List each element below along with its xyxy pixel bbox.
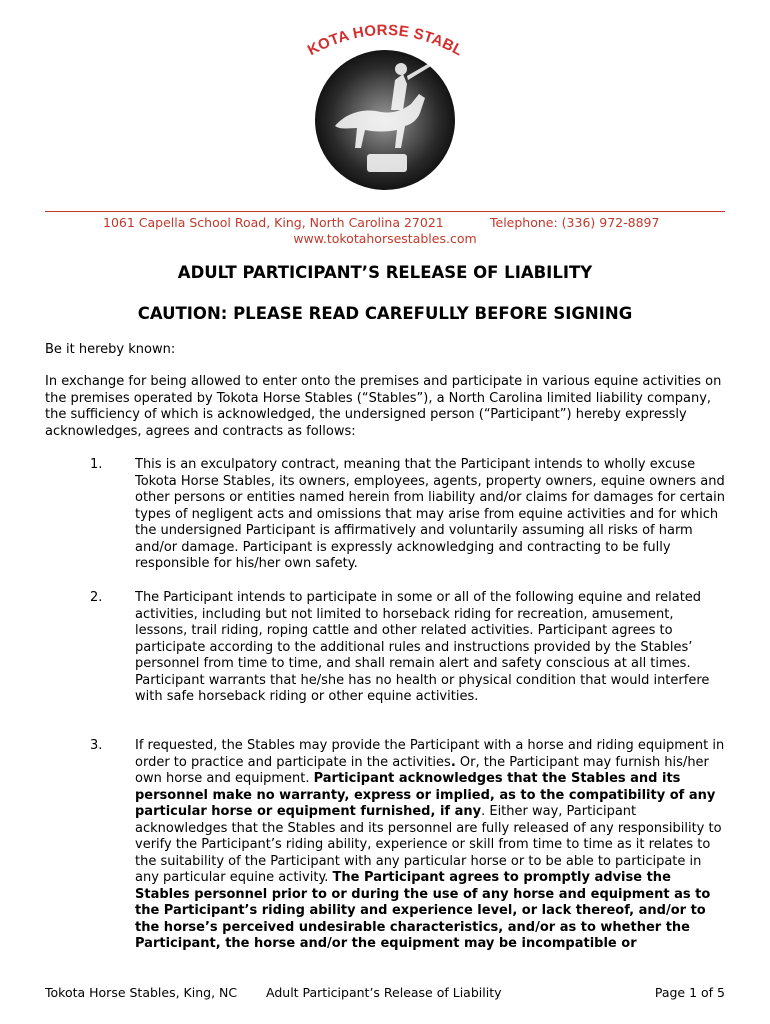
stables-address: 1061 Capella School Road, King, North Carolina 27021 xyxy=(103,215,444,230)
item-text-bold: Participant acknowledges that the Stables and its personnel make no warranty, express or implied, as to the compatibility of any particular horse or equipment furnished, if any xyxy=(135,771,716,819)
stables-website-link[interactable]: www.tokotahorsestables.com xyxy=(293,231,477,246)
item-text-period: . xyxy=(450,754,456,770)
preamble-paragraph: In exchange for being allowed to enter onto the premises and participate in various equine activities on the premises operated by Tokota Horse Stables (“Stables”), a North Carolina limited liability company, the sufficiency of which is acknowledged, the undersigned person (“Participant”) hereby expressly acknowledges, agrees and contracts as follows: xyxy=(45,374,722,439)
item-text: This is an exculpatory contract, meaning that the Participant intends to wholly excuse Tokota Horse Stables, its owners, employees, agents, property owners, equine owners and other persons or entities named herein from liability and/or claims for damages for certain types of negligent acts and omissions that may arise from equine activities and for which the undersigned Participant is affirmatively and voluntarily assuming all risks of harm and/or damage. Participant is expressly acknowledging and contracting to be fully responsible for his/her own safety. xyxy=(135,457,725,571)
svg-text:TOKOTA HORSE STABLES: KOTA HORSE STABL xyxy=(304,21,466,60)
item-text-plain: Or, the Participant may furnish his/her own horse and equipment. xyxy=(135,754,709,786)
item-text: The Participant intends to participate in some or all of the following equine and related activities, including but not limited to horseback riding for recreation, amusement, lessons, trail riding, roping cattle and other related activities. Participant agrees to participate according to the additional rules and instructions provided by the Stables’ personnel from time to time, and shall remain alert and safety conscious at all times. Participant warrants that he/she has no health or physical condition that would interfere with safe horseback riding or other equine activities. xyxy=(135,590,710,704)
item-text-plain: . Either way, Participant acknowledges that the Stables and its personnel are fully released of any responsibility to verify the Participant’s riding ability, experience or skill from time to time as it relates to the suitability of the Participant with any particular horse or to be able to participate in any particular equine activity. xyxy=(135,804,722,885)
horse-and-rider-logo-icon xyxy=(295,14,475,194)
item-number: 1. xyxy=(90,457,103,472)
footer-page-number: Page 1 of 5 xyxy=(654,985,725,1000)
item-text-bold: The Participant agrees to promptly advise the Stables personnel prior to or during the use of any horse and equipment as to the Participant’s riding ability and experience level, or lack thereof, and/or to the horse’s perceived undesirable characteristics, and/or as to whether the Participant, the horse and/or the equipment may be incompatible or xyxy=(135,870,711,951)
stables-logo xyxy=(295,14,475,194)
document-title: ADULT PARTICIPANT’S RELEASE OF LIABILITY xyxy=(177,263,593,282)
footer-center: Adult Participant’s Release of Liability xyxy=(266,985,502,1000)
item-number: 3. xyxy=(90,738,103,753)
footer-left: Tokota Horse Stables, King, NC xyxy=(45,985,238,1000)
item-number: 2. xyxy=(90,590,103,605)
stables-telephone: Telephone: (336) 972-8897 xyxy=(490,215,660,230)
intro-text: Be it hereby known: xyxy=(45,342,176,357)
item-text xyxy=(135,738,725,974)
header-divider xyxy=(45,211,725,212)
caution-heading: CAUTION: PLEASE READ CAREFULLY BEFORE SIGNING xyxy=(137,304,633,323)
item-text-plain: If requested, the Stables may provide the Participant with a horse and riding equipment in order to practice and participate in the activities xyxy=(135,738,725,770)
